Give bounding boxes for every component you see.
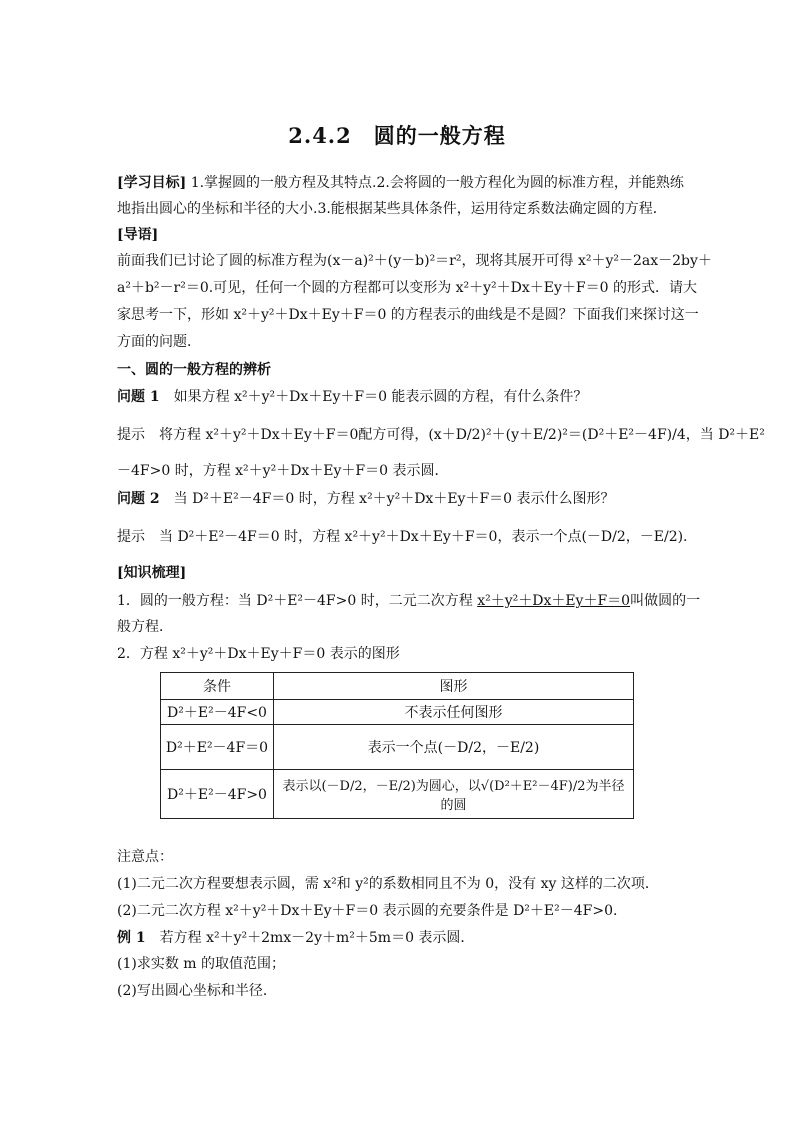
page-title: 2.4.2 圆的一般方程 <box>288 123 506 148</box>
question-2-text: 当 D²＋E²－4F＝0 时，方程 x²＋y²＋Dx＋Ey＋F＝0 表示什么图形？ <box>159 491 615 507</box>
example-1-part-2: (2)写出圆心坐标和半径． <box>117 983 277 999</box>
question-2-label: 问题 2 <box>117 491 160 507</box>
knowledge-item-1 <box>117 590 701 612</box>
section-heading: 一、圆的一般方程的辨析 <box>117 362 271 378</box>
intro-line-1: 前面我们已讨论了圆的标准方程为(x－a)²＋(y－b)²＝r²，现将其展开可得 x²＋y²－2ax－2by＋ <box>117 253 712 269</box>
intro-line-3: 家思考一下，形如 x²＋y²＋Dx＋Ey＋F＝0 的方程表示的曲线是不是圆？下面我们来探讨这一 <box>117 307 699 323</box>
table-cell-shape: 不表示任何图形 <box>274 700 634 725</box>
note-1: (1)二元二次方程要想表示圆，需 x²和 y²的系数相同且不为 0，没有 xy 这样的二次项． <box>117 876 659 892</box>
learning-goals-text-1: 1.掌握圆的一般方程及其特点.2.会将圆的一般方程化为圆的标准方程，并能熟练 <box>186 175 684 191</box>
learning-goals-line-1 <box>117 172 684 194</box>
example-1 <box>117 927 679 949</box>
knowledge-item-1-post: 叫做圆的一 <box>630 593 701 609</box>
table-cell-shape: 表示一个点(－D/2，－E/2) <box>274 725 634 770</box>
condition-table <box>160 672 634 819</box>
table-cell-condition: D²＋E²－4F<0 <box>161 700 274 725</box>
table-cell-condition: D²＋E²－4F＝0 <box>161 725 274 770</box>
table-row <box>161 725 634 770</box>
answer-1-line-2: －4F>0 时，方程 x²＋y²＋Dx＋Ey＋F＝0 表示圆． <box>117 463 449 479</box>
general-equation-underlined: x²＋y²＋Dx＋Ey＋F＝0 <box>477 593 631 609</box>
knowledge-item-1-pre: 1．圆的一般方程：当 D²＋E²－4F>0 时，二元二次方程 <box>117 593 478 609</box>
table-row <box>161 700 634 725</box>
answer-1-line-1: 提示 将方程 x²＋y²＋Dx＋Ey＋F＝0配方可得，(x＋D/2)²＋(y＋E/2)²＝(D²＋E²－4F)/4，当 D²＋E² <box>117 427 765 443</box>
knowledge-item-1-line-2: 般方程． <box>117 619 173 635</box>
example-1-label: 例 1 <box>117 930 146 946</box>
table-cell-condition: D²＋E²－4F>0 <box>161 770 274 819</box>
example-1-part-1: (1)求实数 m 的取值范围； <box>117 956 286 972</box>
answer-2: 提示 当 D²＋E²－4F＝0 时，方程 x²＋y²＋Dx＋Ey＋F＝0，表示一个点(－D/2，－E/2). <box>117 529 688 545</box>
intro-line-2: a²＋b²－r²＝0.可见，任何一个圆的方程都可以变形为 x²＋y²＋Dx＋Ey＋F＝0 的形式．请大 <box>117 280 697 296</box>
question-1-text: 如果方程 x²＋y²＋Dx＋Ey＋F＝0 能表示圆的方程，有什么条件？ <box>159 389 588 405</box>
learning-goals-line-2: 地指出圆心的坐标和半径的大小.3.能根据某些具体条件，运用待定系数法确定圆的方程． <box>117 201 667 217</box>
table-header-shape: 图形 <box>274 673 634 700</box>
question-2 <box>117 488 679 510</box>
example-1-text: 若方程 x²＋y²＋2mx－2y＋m²＋5m＝0 表示圆． <box>145 930 475 946</box>
intro-line-4: 方面的问题． <box>117 334 201 350</box>
intro-label: [导语] <box>117 227 159 243</box>
learning-goals-label: [学习目标] <box>117 175 187 191</box>
question-1-label: 问题 1 <box>117 389 160 405</box>
table-header-condition: 条件 <box>161 673 274 700</box>
table-header-row <box>161 673 634 700</box>
note-2: (2)二元二次方程 x²＋y²＋Dx＋Ey＋F＝0 表示圆的充要条件是 D²＋E²－4F>0. <box>117 903 618 919</box>
notes-label: 注意点： <box>117 849 173 865</box>
table-cell-shape: 表示以(－D/2，－E/2)为圆心，以√(D²＋E²－4F)/2为半径的圆 <box>274 770 634 819</box>
table-row <box>161 770 634 819</box>
question-1 <box>117 386 679 408</box>
knowledge-item-2: 2．方程 x²＋y²＋Dx＋Ey＋F＝0 表示的图形 <box>117 646 400 662</box>
knowledge-label: [知识梳理] <box>117 565 187 581</box>
